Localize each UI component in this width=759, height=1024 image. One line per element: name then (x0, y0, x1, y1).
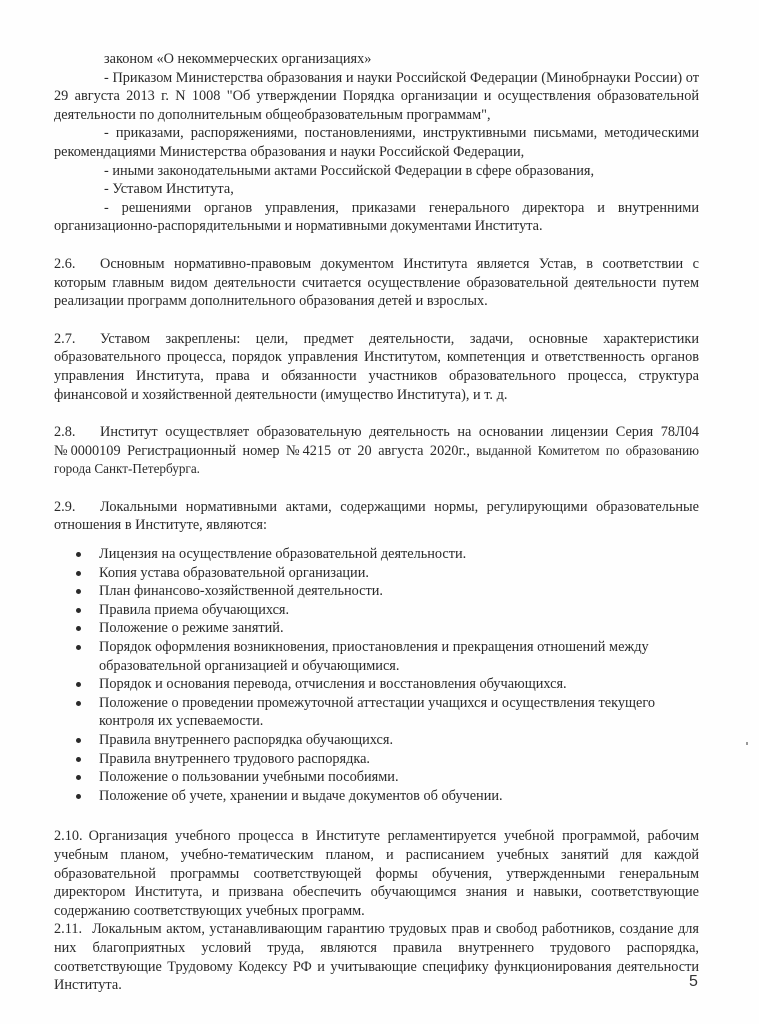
list-item: Правила внутреннего распорядка обучающихся. (54, 731, 699, 750)
section-2-11 (54, 920, 699, 994)
list-item: Порядок оформления возникновения, приостановления и прекращения отношений между образовательной организацией и обучающимися. (54, 638, 699, 675)
bullet-icon (76, 682, 81, 687)
intro-item-decisions: - решениями органов управления, приказами генерального директора и внутренними организационно-распорядительными и нормативными документами Института. (54, 199, 699, 235)
list-item: Положение об учете, хранении и выдаче документов об обучении. (54, 787, 699, 806)
list-item: Лицензия на осуществление образовательной деятельности. (54, 545, 699, 564)
local-acts-list (54, 545, 699, 805)
page-number: 5 (689, 973, 698, 990)
bullet-icon (76, 738, 81, 743)
list-item: План финансово-хозяйственной деятельности. (54, 582, 699, 601)
list-item: Положение о пользовании учебными пособиями. (54, 768, 699, 787)
section-number: 2.10. (54, 828, 83, 845)
bullet-icon (76, 645, 81, 650)
section-text: Институт осуществляет образовательную деятельность на основании лицензии Серия 78Л04 №0000109 Регистрационный номер №4215 от 20 августа 2020г., (54, 424, 699, 459)
section-text: Уставом закреплены: цели, предмет деятельности, задачи, основные характеристики образовательного процесса, порядок управления Институтом, компетенция и ответственность органов управления Института, права и обязанности участников образовательного процесса, структура финансовой и хозяйственной деятельности (имущество Института), и т. д. (54, 330, 699, 403)
section-2-8 (54, 423, 699, 479)
section-text: Организация учебного процесса в Институте регламентируется учебной программой, рабочим учебным планом, учебно-тематическим планом, и расписанием учебных занятий для каждой образовательной программы соответствующей формы обучения, утвержденными генеральным директором Института, и призвана обеспечить обучающимся знания и навыки, соответствующие содержанию соответствующих учебных программ. (54, 828, 699, 919)
list-item: Правила приема обучающихся. (54, 601, 699, 620)
section-text: Основным нормативно-правовым документом Института является Устав, в соответствии с которым главным видом деятельности считается осуществление образовательной деятельности путем реализации программ дополнительного образования детей и взрослых. (54, 255, 699, 310)
bullet-icon (76, 775, 81, 780)
section-number: 2.7. (54, 330, 76, 347)
intro-item-charter: - Уставом Института, (104, 181, 234, 198)
list-item: Положение о проведении промежуточной аттестации учащихся и осуществления текущего контроля их успеваемости. (54, 694, 699, 731)
bullet-icon (76, 701, 81, 706)
intro-item-legislative-acts: - иными законодательными актами Российской Федерации в сфере образования, (104, 162, 595, 179)
list-item: Копия устава образовательной организации. (54, 564, 699, 583)
section-number: 2.8. (54, 424, 76, 441)
scan-speck (746, 742, 748, 745)
section-number: 2.11. (54, 921, 83, 938)
bullet-icon (76, 794, 81, 799)
section-2-7 (54, 330, 699, 404)
bullet-icon (76, 552, 81, 557)
bullet-icon (76, 757, 81, 762)
intro-item-order-1008: - Приказом Министерства образования и науки Российской Федерации (Минобрнауки России) от 29 августа 2013 г. N 1008 "Об утверждении Порядка организации и осуществления образовательной деятельности по дополнительным общеобразовательным программам", (54, 69, 699, 123)
section-text-small: выданной Комитетом по образованию города Санкт-Петербурга. (54, 442, 699, 477)
bullet-icon (76, 589, 81, 594)
list-item: Правила внутреннего трудового распорядка. (54, 750, 699, 769)
section-2-9 (54, 498, 699, 535)
section-2-10 (54, 827, 699, 920)
section-text: Локальным актом, устанавливающим гарантию трудовых прав и свобод работников, создание для них благоприятных условий труда, являются правила внутреннего трудового распорядка, соответствующие Трудовому Кодексу РФ и учитывающие специфику функционирования деятельности Института. (54, 921, 699, 994)
bullet-icon (76, 608, 81, 613)
document-body (54, 50, 699, 995)
section-number: 2.6. (54, 255, 76, 272)
intro-item-ministry-orders: - приказами, распоряжениями, постановлениями, инструктивными письмами, методическими рекомендациями Министерства образования и науки Российской Федерации, (54, 125, 699, 160)
bullet-icon (76, 626, 81, 631)
section-number: 2.9. (54, 498, 76, 515)
intro-line: законом «О некоммерческих организациях» (104, 51, 372, 67)
section-text: Локальными нормативными актами, содержащими нормы, регулирующими образовательные отношения в Институте, являются: (54, 498, 699, 534)
bullet-icon (76, 571, 81, 576)
list-item: Положение о режиме занятий. (54, 619, 699, 638)
section-2-6 (54, 255, 699, 311)
list-item: Порядок и основания перевода, отчисления и восстановления обучающихся. (54, 675, 699, 694)
